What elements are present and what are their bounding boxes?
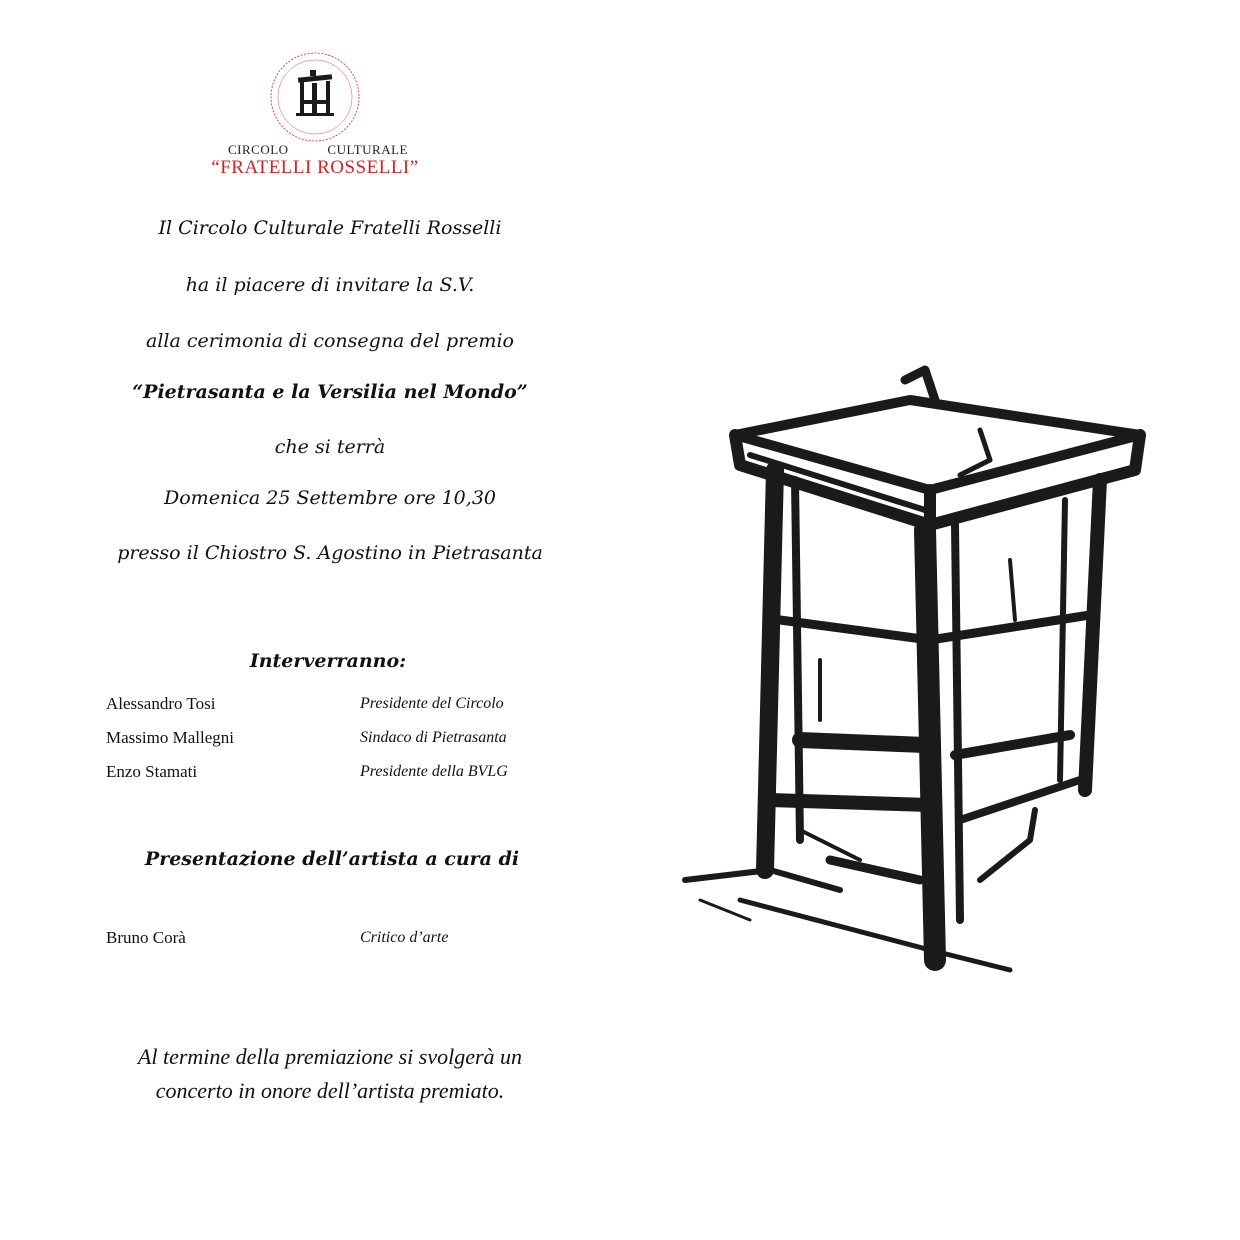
sculpture-stand-illustration [680, 360, 1160, 980]
speaker-name: Alessandro Tosi [106, 694, 216, 713]
award-title: “Pietrasanta e la Versilia nel Mondo” [132, 381, 528, 403]
invitation-line-host: Il Circolo Culturale Fratelli Rosselli [158, 217, 502, 239]
speaker-name: Enzo Stamati [106, 762, 198, 781]
invitation-line-held: che si terrà [274, 436, 386, 458]
presentation-heading: Presentazione dell’artista a cura di [144, 848, 520, 870]
critic-role: Critico d’arte [360, 929, 449, 946]
closing-line-2: concerto in onore dell’artista premiato. [155, 1078, 505, 1103]
closing-line-1: Al termine della premiazione si svolgerà un [137, 1044, 523, 1069]
event-venue: presso il Chiostro S. Agostino in Pietrasanta [117, 542, 543, 564]
award-seal-logo [268, 50, 362, 144]
speaker-role: Sindaco di Pietrasanta [360, 729, 507, 746]
closing-note [40, 1040, 620, 1108]
organization-label [228, 142, 408, 158]
speaker-role: Presidente del Circolo [360, 695, 504, 712]
invitation-line-invite: ha il piacere di invitare la S.V. [185, 274, 475, 296]
org-word-culturale: CULTURALE [327, 142, 408, 157]
speakers-heading: Interverranno: [249, 650, 407, 672]
invitation-line-ceremony: alla cerimonia di consegna del premio [146, 330, 514, 352]
speaker-role: Presidente della BVLG [360, 763, 508, 780]
org-word-circolo: CIRCOLO [228, 142, 289, 157]
speaker-name: Massimo Mallegni [106, 728, 234, 747]
organization-name: “FRATELLI ROSSELLI” [211, 157, 419, 178]
event-date: Domenica 25 Settembre ore 10,30 [164, 487, 496, 509]
critic-name: Bruno Corà [106, 928, 186, 947]
